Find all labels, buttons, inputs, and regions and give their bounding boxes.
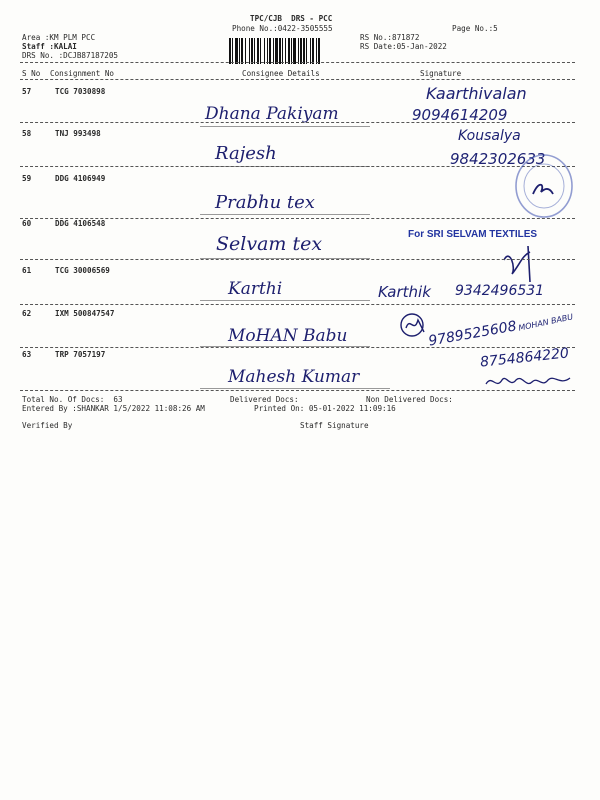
- row-sno: 58: [22, 129, 32, 138]
- row-sno: 60: [22, 219, 32, 228]
- row-sno: 63: [22, 350, 32, 359]
- row-signature: Karthik: [378, 283, 431, 301]
- printed-on: Printed On: 05-01-2022 11:09:16: [254, 404, 396, 413]
- divider: [20, 62, 575, 63]
- signature-line: [200, 388, 390, 389]
- verified-by: Verified By: [22, 421, 73, 430]
- non-delivered-docs: Non Delivered Docs:: [366, 395, 453, 404]
- row-consignee-handwritten: Dhana Pakiyam: [205, 104, 339, 124]
- row-consignee-handwritten: Rajesh: [215, 143, 277, 164]
- divider: [20, 122, 575, 123]
- page-number: Page No.:5: [452, 24, 498, 33]
- delivered-docs: Delivered Docs:: [230, 395, 299, 404]
- row-phone: 9094614209: [412, 106, 508, 124]
- signature-line: [200, 126, 370, 127]
- divider: [20, 166, 575, 167]
- staff-label: Staff :KALAI: [22, 42, 77, 51]
- signature-scribble: [484, 372, 574, 392]
- row-sno: 61: [22, 266, 32, 275]
- column-header-sno: S No: [22, 69, 41, 78]
- row-sno: 62: [22, 309, 32, 318]
- divider: [20, 79, 575, 80]
- column-header-signature: Signature: [420, 69, 462, 78]
- handwritten-note: MOHAN BABU: [517, 312, 574, 333]
- row-phone: 9789525608: [427, 318, 518, 350]
- column-header-consignment: Consignment No: [50, 69, 115, 78]
- signature-line: [200, 300, 370, 301]
- row-consignee-handwritten: MoHAN Babu: [228, 326, 348, 346]
- divider: [20, 347, 575, 348]
- divider: [20, 390, 575, 391]
- row-consignment: IXM 500847547: [55, 309, 115, 318]
- phone-number: Phone No.:0422-3505555: [232, 24, 333, 33]
- row-consignment: DDG 4106949: [55, 174, 106, 183]
- report-title: TPC/CJB DRS - PCC: [250, 14, 333, 23]
- row-signature: Kousalya: [458, 128, 521, 144]
- row-consignee-handwritten: Selvam tex: [216, 233, 323, 255]
- row-phone: 9842302633: [450, 150, 546, 168]
- area-label: Area :KM PLM PCC: [22, 33, 96, 42]
- entered-by: Entered By :SHANKAR 1/5/2022 11:08:26 AM: [22, 404, 205, 413]
- row-consignee-handwritten: Mahesh Kumar: [228, 367, 360, 387]
- row-consignment: TRP 7057197: [55, 350, 106, 359]
- row-sno: 57: [22, 87, 32, 96]
- row-sno: 59: [22, 174, 32, 183]
- signature-line: [200, 214, 370, 215]
- divider: [20, 304, 575, 305]
- round-stamp-image: [511, 150, 577, 222]
- row-consignment: TCG 7030898: [55, 87, 106, 96]
- rs-number: RS No.:871872: [360, 33, 420, 42]
- divider: [20, 259, 575, 260]
- row-consignment: TNJ 993498: [55, 129, 101, 138]
- signature-scribble: [398, 310, 430, 340]
- staff-signature: Staff Signature: [300, 421, 369, 430]
- row-signature: Kaarthivalan: [426, 84, 527, 103]
- signature-scribble: [500, 238, 540, 288]
- drs-number: DRS No. :DCJB87187205: [22, 51, 119, 60]
- company-stamp: For SRI SELVAM TEXTILES: [408, 229, 538, 240]
- row-consignment: DDG 4106548: [55, 219, 106, 228]
- row-phone: 9342496531: [455, 283, 545, 299]
- row-consignee-handwritten: Karthi: [228, 279, 283, 299]
- row-consignee-handwritten: Prabhu tex: [215, 192, 315, 213]
- barcode-image: [229, 38, 351, 64]
- column-header-consignee: Consignee Details: [242, 69, 320, 78]
- total-docs: Total No. Of Docs: 63: [22, 395, 123, 404]
- row-phone: 8754864220: [479, 345, 570, 371]
- row-consignment: TCG 30006569: [55, 266, 110, 275]
- rs-date: RS Date:05-Jan-2022: [360, 42, 447, 51]
